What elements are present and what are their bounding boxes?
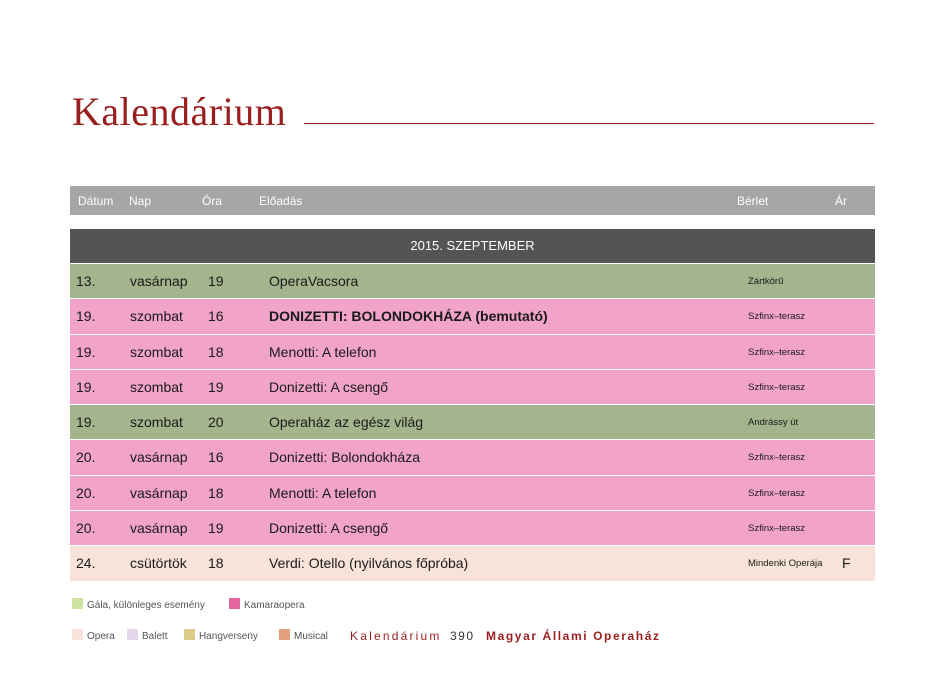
table-header xyxy=(70,186,875,215)
row-date: 19. xyxy=(76,378,96,395)
legend-gala-swatch xyxy=(72,598,83,609)
header-subscription: Bérlet xyxy=(737,194,769,208)
footer-page-number: 390 xyxy=(450,629,475,643)
legend-opera xyxy=(72,629,115,642)
row-subscription: Mindenki Operája xyxy=(748,558,823,570)
legend-opera-swatch xyxy=(72,629,83,640)
row-title: OperaVacsora xyxy=(269,273,359,289)
row-subscription: Szfinx–terasz xyxy=(748,346,806,358)
legend-hangverseny-label: Hangverseny xyxy=(199,631,258,642)
row-subscription: Szfinx–terasz xyxy=(748,523,806,535)
calendar-table xyxy=(70,264,875,582)
legend-musical-swatch xyxy=(279,629,290,640)
row-subscription: Szfinx–terasz xyxy=(748,487,806,499)
row-date: 13. xyxy=(76,273,96,289)
header-date: Dátum xyxy=(78,194,114,208)
legend-kamara-label: Kamaraopera xyxy=(244,600,305,611)
row-day: szombat xyxy=(130,343,183,360)
row-hour: 18 xyxy=(208,484,224,501)
row-day: vasárnap xyxy=(130,484,188,501)
table-row xyxy=(70,299,875,334)
legend-opera-label: Opera xyxy=(87,631,115,642)
row-price: F xyxy=(842,555,851,572)
header-hour: Óra xyxy=(202,194,223,208)
page-title: Kalendárium xyxy=(72,89,287,134)
header-show: Előadás xyxy=(259,194,303,208)
row-subscription: Szfinx–terasz xyxy=(748,311,806,323)
row-day: vasárnap xyxy=(130,520,188,537)
row-day: csütörtök xyxy=(130,555,187,572)
legend-kamara-swatch xyxy=(229,598,240,609)
row-title: Menotti: A telefon xyxy=(269,484,377,501)
row-title: Menotti: A telefon xyxy=(269,343,377,360)
row-day: szombat xyxy=(130,414,183,431)
footer-organization: Magyar Állami Operaház xyxy=(486,629,661,643)
row-title: Donizetti: A csengő xyxy=(269,378,389,395)
row-date: 20. xyxy=(76,449,96,466)
row-title: Operaház az egész világ xyxy=(269,414,424,431)
legend-musical-label: Musical xyxy=(294,631,328,642)
table-row xyxy=(70,264,875,299)
row-subscription: Szfinx–terasz xyxy=(748,452,806,464)
row-hour: 20 xyxy=(208,414,224,431)
row-subscription: Szfinx–terasz xyxy=(748,381,806,393)
table-row xyxy=(70,405,875,440)
row-title: Verdi: Otello (nyilvános főpróba) xyxy=(269,555,469,572)
legend-hangverseny-swatch xyxy=(184,629,195,640)
row-date: 19. xyxy=(76,308,96,325)
legend-balett xyxy=(127,629,168,642)
month-banner: 2015. SZEPTEMBER xyxy=(70,229,875,263)
header-price: Ár xyxy=(835,194,847,208)
table-row xyxy=(70,370,875,405)
row-title: Donizetti: A csengő xyxy=(269,520,389,537)
row-day: szombat xyxy=(130,308,183,325)
table-row xyxy=(70,335,875,370)
legend-gala xyxy=(72,598,205,611)
legend-kamara xyxy=(229,598,305,611)
legend-gala-label: Gála, különleges esemény xyxy=(87,600,205,611)
row-subscription: Zártkörű xyxy=(748,276,784,287)
legend-hangverseny xyxy=(184,629,258,642)
footer-section: Kalendárium xyxy=(350,629,442,643)
row-hour: 19 xyxy=(208,273,224,289)
legend-musical xyxy=(279,629,328,642)
row-date: 20. xyxy=(76,484,96,501)
row-date: 24. xyxy=(76,555,96,572)
row-hour: 16 xyxy=(208,449,224,466)
legend-balett-swatch xyxy=(127,629,138,640)
row-title: Donizetti: Bolondokháza xyxy=(269,449,420,466)
header-day: Nap xyxy=(129,194,152,208)
table-row xyxy=(70,511,875,546)
row-hour: 16 xyxy=(208,308,224,325)
row-day: szombat xyxy=(130,378,183,395)
row-date: 19. xyxy=(76,343,96,360)
legend-balett-label: Balett xyxy=(142,631,168,642)
row-title: DONIZETTI: BOLONDOKHÁZA (bemutató) xyxy=(269,308,548,325)
table-row xyxy=(70,546,875,581)
row-hour: 19 xyxy=(208,520,224,537)
row-date: 20. xyxy=(76,520,96,537)
row-subscription: Andrássy út xyxy=(748,417,799,429)
row-day: vasárnap xyxy=(130,273,188,289)
table-row xyxy=(70,476,875,511)
row-date: 19. xyxy=(76,414,96,431)
row-day: vasárnap xyxy=(130,449,188,466)
row-hour: 19 xyxy=(208,378,224,395)
row-hour: 18 xyxy=(208,555,224,572)
title-rule xyxy=(304,123,874,124)
row-hour: 18 xyxy=(208,343,224,360)
table-row xyxy=(70,440,875,475)
